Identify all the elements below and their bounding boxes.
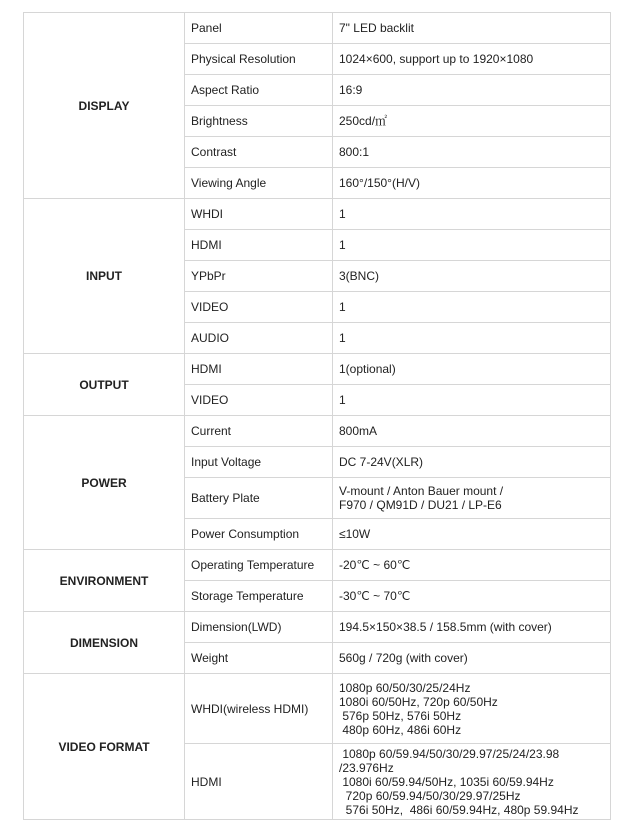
spec-value: 1080p 60/50/30/25/24Hz 1080i 60/50Hz, 720p 60/50Hz 576p 50Hz, 576i 50Hz 480p 60Hz, 486i 60Hz [333, 674, 611, 744]
spec-value: 1 [333, 323, 611, 354]
spec-value: 560g / 720g (with cover) [333, 643, 611, 674]
spec-label: Power Consumption [185, 519, 333, 550]
spec-value: ≤10W [333, 519, 611, 550]
spec-value: 160°/150°(H/V) [333, 168, 611, 199]
spec-label: WHDI [185, 199, 333, 230]
spec-value: 1(optional) [333, 354, 611, 385]
spec-label: HDMI [185, 744, 333, 820]
spec-value: V-mount / Anton Bauer mount / F970 / QM91D / DU21 / LP-E6 [333, 478, 611, 519]
category-cell: ENVIRONMENT [24, 550, 185, 612]
category-cell: INPUT [24, 199, 185, 354]
spec-value: 800mA [333, 416, 611, 447]
spec-row [24, 354, 611, 385]
spec-row [24, 13, 611, 44]
spec-label: Input Voltage [185, 447, 333, 478]
spec-table [23, 12, 611, 820]
spec-value: 800:1 [333, 137, 611, 168]
category-cell: VIDEO FORMAT [24, 674, 185, 820]
spec-value: 1 [333, 385, 611, 416]
spec-label: YPbPr [185, 261, 333, 292]
spec-row [24, 550, 611, 581]
spec-label: AUDIO [185, 323, 333, 354]
category-cell: POWER [24, 416, 185, 550]
spec-label: WHDI(wireless HDMI) [185, 674, 333, 744]
spec-label: VIDEO [185, 385, 333, 416]
spec-value: -30℃ ~ 70℃ [333, 581, 611, 612]
spec-value: 16:9 [333, 75, 611, 106]
spec-label: HDMI [185, 354, 333, 385]
spec-value: 1 [333, 230, 611, 261]
spec-value: 3(BNC) [333, 261, 611, 292]
spec-row [24, 674, 611, 744]
spec-label: Contrast [185, 137, 333, 168]
spec-label: Dimension(LWD) [185, 612, 333, 643]
spec-row [24, 199, 611, 230]
category-cell: OUTPUT [24, 354, 185, 416]
spec-value: -20℃ ~ 60℃ [333, 550, 611, 581]
spec-label: Viewing Angle [185, 168, 333, 199]
spec-label: Storage Temperature [185, 581, 333, 612]
spec-label: VIDEO [185, 292, 333, 323]
spec-value: 1 [333, 199, 611, 230]
spec-label: Panel [185, 13, 333, 44]
category-cell: DISPLAY [24, 13, 185, 199]
category-cell: DIMENSION [24, 612, 185, 674]
spec-value: 250cd/㎡ [333, 106, 611, 137]
spec-label: Weight [185, 643, 333, 674]
spec-value: DC 7-24V(XLR) [333, 447, 611, 478]
spec-value: 194.5×150×38.5 / 158.5mm (with cover) [333, 612, 611, 643]
spec-value: 1 [333, 292, 611, 323]
spec-table-body [24, 13, 611, 820]
spec-value: 7" LED backlit [333, 13, 611, 44]
spec-label: Current [185, 416, 333, 447]
spec-label: Brightness [185, 106, 333, 137]
spec-value: 1024×600, support up to 1920×1080 [333, 44, 611, 75]
spec-label: Physical Resolution [185, 44, 333, 75]
spec-row [24, 416, 611, 447]
spec-label: HDMI [185, 230, 333, 261]
spec-label: Battery Plate [185, 478, 333, 519]
spec-label: Aspect Ratio [185, 75, 333, 106]
spec-label: Operating Temperature [185, 550, 333, 581]
spec-row [24, 612, 611, 643]
spec-value: 1080p 60/59.94/50/30/29.97/25/24/23.98 /23.976Hz 1080i 60/59.94/50Hz, 1035i 60/59.94Hz 720p 60/59.94/50/30/29.97/25Hz 576i 50Hz, 486i 60/59.94Hz, 480p 59.94Hz [333, 744, 611, 820]
